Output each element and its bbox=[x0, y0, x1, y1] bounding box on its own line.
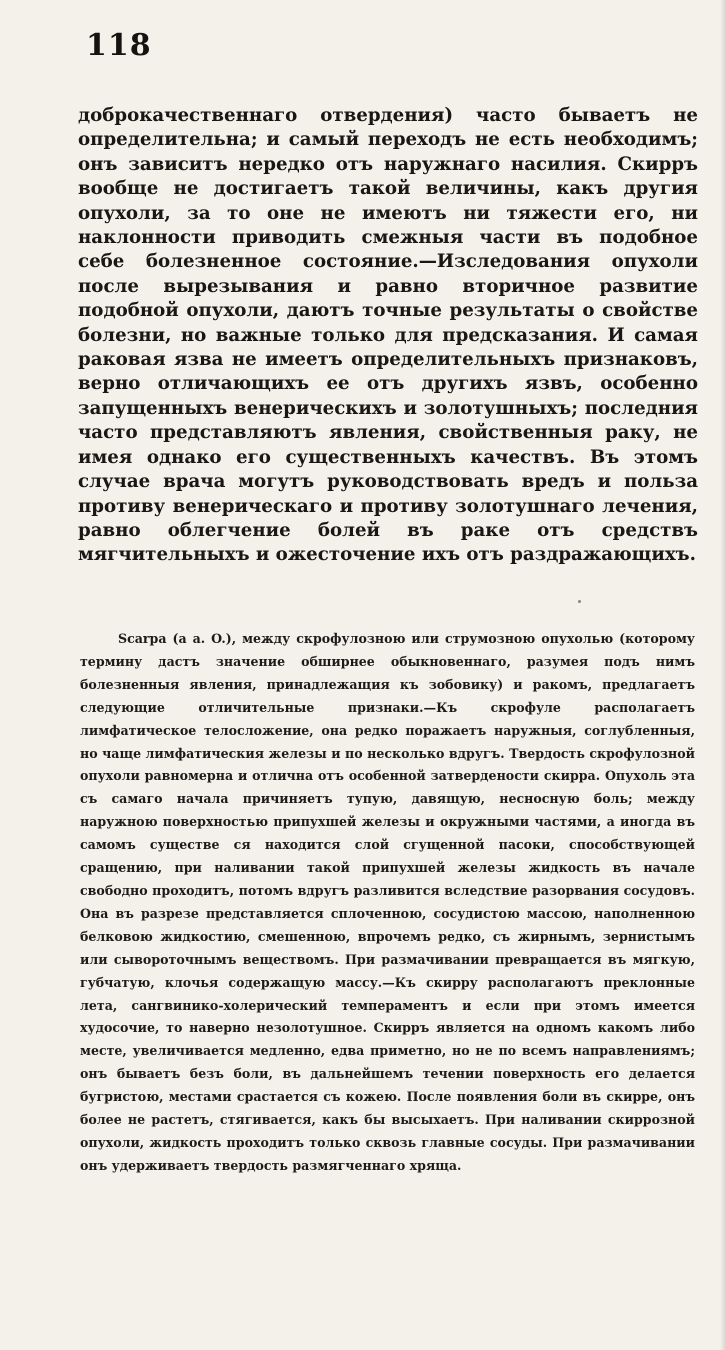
page-number: 118 bbox=[86, 28, 152, 63]
paper-speck bbox=[578, 600, 581, 603]
main-body-paragraph: доброкачественнаго отвердения) часто бываетъ не определительна; и самый переходъ не есть необходимъ; онъ зависитъ нередко отъ наружнаго насилия. Скирръ вообще не достигаетъ такой величины, какъ другия опухоли, за то оне не имеютъ ни тяжести его, ни наклонности приводить смежныя части въ подобное себе болезненное состояние.—Изследования опухоли после вырезывания и равно вторичное развитие подобной опухоли, даютъ точные результаты о свойстве болезни, но важные только для предсказания. И самая раковая язва не имеетъ определительныхъ признаковъ, верно отличающихъ ее отъ другихъ язвъ, особенно запущенныхъ венерическихъ и золотушныхъ; последния часто представляютъ явления, свойственныя раку, не имея однако его существенныхъ качествъ. Въ этомъ случае врача могутъ руководствовать вредъ и польза противу венерическаго и противу золотушнаго лечения, равно облегчение болей въ раке отъ средствъ мягчительныхъ и ожесточение ихъ отъ раздражающихъ. bbox=[78, 105, 698, 566]
page-edge-shadow bbox=[720, 0, 726, 1350]
footnote-paragraph: Scarpa (a a. O.), между скрофулозною или струмозною опухолью (которому термину дастъ значение обширнее обыкновеннаго, разумея подъ нимъ болезненныя явления, принадлежащия къ зобовику) и ракомъ, предлагаетъ следующие отличительные признаки.—Къ скрофуле располагаетъ лимфатическое телосложение, она редко поражаетъ наружныя, соглубленныя, но чаще лимфатическия железы и по несколько вдругъ. Твердость скрофулозной опухоли равномерна и отлична отъ особенной затвердености скирра. Опухоль эта съ самаго начала причиняетъ тупую, давящую, несносную боль; между наружною поверхностью припухшей железы и окружными частями, а иногда въ самомъ существе ся находится слой сгущенной пасоки, способствующей сращению, при наливании такой припухшей железы жидкость въ начале свободно проходитъ, потомъ вдругъ разливится вследствие разорвания сосудовъ. Она въ разрезе представляется сплоченною, сосудистою массою, наполненною белковою жидкостию, смешенною, впрочемъ редко, съ жирнымъ, зернистымъ или сывороточнымъ веществомъ. При размачивании превращается въ мягкую, губчатую, клочья содержащую массу.—Къ скирру располагаютъ преклонные лета, сангвинико-холерический темпераментъ и если при этомъ имеется худосочие, то наверно незолотушное. Скирръ является на одномъ какомъ либо месте, увеличивается медленно, едва приметно, но не по всемъ направлениямъ; онъ бываетъ безъ боли, въ дальнейшемъ течении поверхность его делается бугристою, местами срастается съ кожею. После появления боли въ скирре, онъ более не растетъ, стягивается, какъ бы высыхаетъ. При наливании скиррозной опухоли, жидкость проходитъ только сквозь главные сосуды. При размачивании онъ удерживаетъ твердость размягченнаго хряща. bbox=[80, 631, 695, 1173]
